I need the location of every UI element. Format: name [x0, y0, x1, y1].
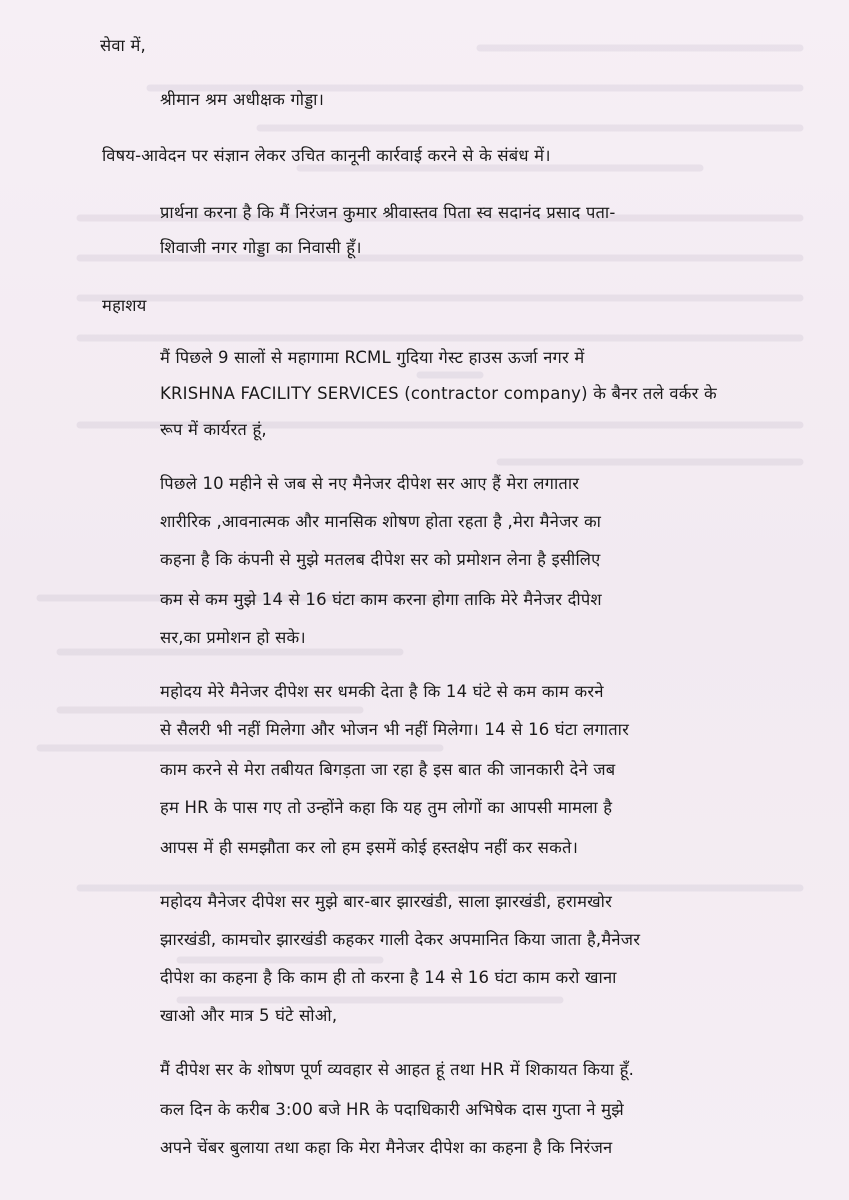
para4-line-2: झारखंडी, कामचोर झारखंडी कहकर गाली देकर अपमानित किया जाता है,मैनेजर: [160, 930, 641, 949]
para4-line-1: महोदय मैनेजर दीपेश सर मुझे बार-बार झारखंडी, साला झारखंडी, हरामखोर: [160, 892, 613, 911]
salutation-to: सेवा में,: [100, 36, 146, 55]
para5-line-2: कल दिन के करीब 3:00 बजे HR के पदाधिकारी अभिषेक दास गुप्ता ने मुझे: [160, 1100, 624, 1119]
recipient: श्रीमान श्रम अधीक्षक गोड्डा।: [160, 90, 325, 109]
para2-line-4: कम से कम मुझे 14 से 16 घंटा काम करना होगा ताकि मेरे मैनेजर दीपेश: [160, 590, 602, 609]
para5-line-1: मैं दीपेश सर के शोषण पूर्ण व्यवहार से आहत हूं तथा HR में शिकायत किया हूँ.: [160, 1060, 635, 1079]
intro-line-2: शिवाजी नगर गोड्डा का निवासी हूँ।: [160, 238, 362, 257]
para2-line-5: सर,का प्रमोशन हो सके।: [160, 628, 306, 647]
subject-line: विषय-आवेदन पर संज्ञान लेकर उचित कानूनी कार्रवाई करने से के संबंध में।: [102, 146, 551, 165]
para5-line-3: अपने चेंबर बुलाया तथा कहा कि मेरा मैनेजर दीपेश का कहना है कि निरंजन: [160, 1138, 613, 1157]
para3-line-1: महोदय मेरे मैनेजर दीपेश सर धमकी देता है कि 14 घंटे से कम काम करने: [160, 682, 604, 701]
para3-line-3: काम करने से मेरा तबीयत बिगड़ता जा रहा है इस बात की जानकारी देने जब: [160, 760, 616, 779]
para1-line-2: KRISHNA FACILITY SERVICES (contractor company) के बैनर तले वर्कर के: [160, 384, 717, 403]
para1-line-3: रूप में कार्यरत हूं,: [160, 420, 267, 439]
para4-line-3: दीपेश का कहना है कि काम ही तो करना है 14 से 16 घंटा काम करो खाना: [160, 968, 617, 987]
para4-line-4: खाओ और मात्र 5 घंटे सोओ,: [160, 1006, 338, 1025]
address-line: महाशय: [102, 296, 147, 315]
intro-line-1: प्रार्थना करना है कि मैं निरंजन कुमार श्रीवास्तव पिता स्व सदानंद प्रसाद पता-: [160, 203, 616, 222]
para3-line-5: आपस में ही समझौता कर लो हम इसमें कोई हस्तक्षेप नहीं कर सकते।: [160, 838, 579, 857]
para1-line-1: मैं पिछले 9 सालों से महागामा RCML गुदिया गेस्ट हाउस ऊर्जा नगर में: [160, 348, 585, 367]
para2-line-3: कहना है कि कंपनी से मुझे मतलब दीपेश सर को प्रमोशन लेना है इसीलिए: [160, 550, 601, 569]
para3-line-2: से सैलरी भी नहीं मिलेगा और भोजन भी नहीं मिलेगा। 14 से 16 घंटा लगातार: [160, 720, 630, 739]
para2-line-1: पिछले 10 महीने से जब से नए मैनेजर दीपेश सर आए हैं मेरा लगातार: [160, 474, 580, 493]
para2-line-2: शारीरिक ,आवनात्मक और मानसिक शोषण होता रहता है ,मेरा मैनेजर का: [160, 512, 602, 531]
para3-line-4: हम HR के पास गए तो उन्होंने कहा कि यह तुम लोगों का आपसी मामला है: [160, 798, 613, 817]
